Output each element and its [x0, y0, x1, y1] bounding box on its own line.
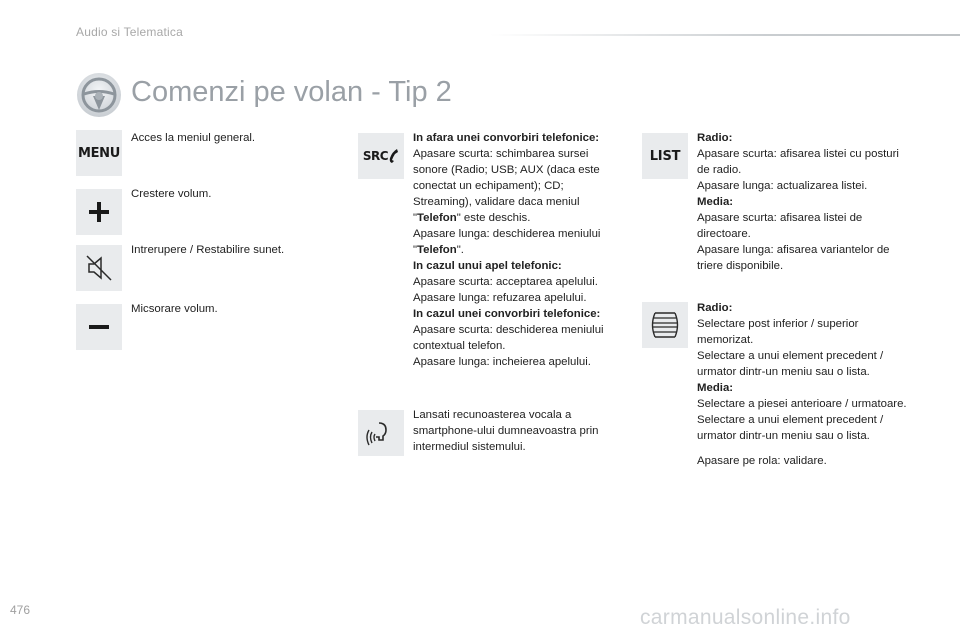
src-heading-outside-call: In afara unei convorbiri telefonice:: [413, 132, 600, 144]
voice-description: Lansati recunoasterea vocala a smartphone-ului dumneavoastra prin intermediul sistemului.: [413, 409, 599, 453]
page-title: Comenzi pe volan - Tip 2: [131, 76, 452, 108]
list-label: LIST: [649, 148, 681, 164]
list-text-radio-short: Apasare scurta: afisarea listei cu posturi de radio.: [697, 148, 899, 176]
src-text-telefon: Telefon: [417, 212, 457, 224]
header-divider: [490, 34, 960, 36]
wheel-text-press: Apasare pe rola: validare.: [697, 455, 827, 467]
src-heading-during-call: In cazul unei convorbiri telefonice:: [413, 308, 601, 320]
src-text-short-press-end: " este deschis.: [456, 212, 531, 224]
volume-down-description: Micsorare volum.: [131, 303, 218, 315]
src-text-telefon-2: Telefon: [417, 244, 457, 256]
src-text-short-press: Apasare scurta: schimbarea sursei sonore (Radio; USB; AUX (daca este conectat un echipament); CD; Streaming), validare daca meniul ": [413, 148, 600, 224]
src-text-accept: Apasare scurta: acceptarea apelului.: [413, 276, 598, 288]
list-text-radio-long: Apasare lunga: actualizarea listei.: [697, 180, 868, 192]
list-button-icon: [642, 133, 688, 179]
voice-recognition-icon: [358, 410, 404, 456]
wheel-text-media-menu: Selectare a unui element precedent / urmator dintr-un meniu sau o lista.: [697, 414, 884, 442]
page-number: 476: [10, 603, 31, 617]
src-heading-incoming-call: In cazul unui apel telefonic:: [413, 260, 562, 272]
thumbwheel-icon: [642, 302, 688, 348]
list-description: [697, 130, 907, 274]
src-text-refuse: Apasare lunga: refuzarea apelului.: [413, 292, 587, 304]
wheel-heading-media: Media:: [697, 382, 734, 394]
src-text-long-press-end: ".: [456, 244, 464, 256]
plus-icon: [76, 189, 122, 235]
minus-icon: [76, 304, 122, 350]
menu-label: MENU: [77, 145, 121, 161]
thumbwheel-description: [697, 300, 907, 469]
volume-up-description: Crestere volum.: [131, 188, 212, 200]
wheel-text-radio-preset: Selectare post inferior / superior memorizat.: [697, 318, 859, 346]
src-telephone-icon: [358, 133, 404, 179]
list-text-media-short: Apasare scurta: afisarea listei de directoare.: [697, 212, 863, 240]
watermark: carmanualsonline.info: [640, 606, 851, 629]
src-text-long-press: Apasare lunga: deschiderea meniului ": [413, 228, 601, 256]
mute-description: Intrerupere / Restabilire sunet.: [131, 244, 285, 256]
wheel-heading-radio: Radio:: [697, 302, 733, 314]
wheel-text-radio-menu: Selectare a unui element precedent / urmator dintr-un meniu sau o lista.: [697, 350, 884, 378]
menu-button-icon: [76, 130, 122, 176]
mute-icon: [76, 245, 122, 291]
src-description: [413, 130, 625, 370]
wheel-text-media-track: Selectare a piesei anterioare / urmatoare.: [697, 398, 907, 410]
list-text-media-long: Apasare lunga: afisarea variantelor de triere disponibile.: [697, 244, 890, 272]
src-text-end-call: Apasare lunga: incheierea apelului.: [413, 356, 591, 368]
list-heading-media: Media:: [697, 196, 734, 208]
src-text-context-menu: Apasare scurta: deschiderea meniului contextual telefon.: [413, 324, 604, 352]
menu-description: Acces la meniul general.: [131, 132, 256, 144]
steering-wheel-icon: [76, 72, 122, 118]
list-heading-radio: Radio:: [697, 132, 733, 144]
section-header: Audio si Telematica: [76, 25, 183, 39]
src-label: SRC: [362, 149, 389, 163]
